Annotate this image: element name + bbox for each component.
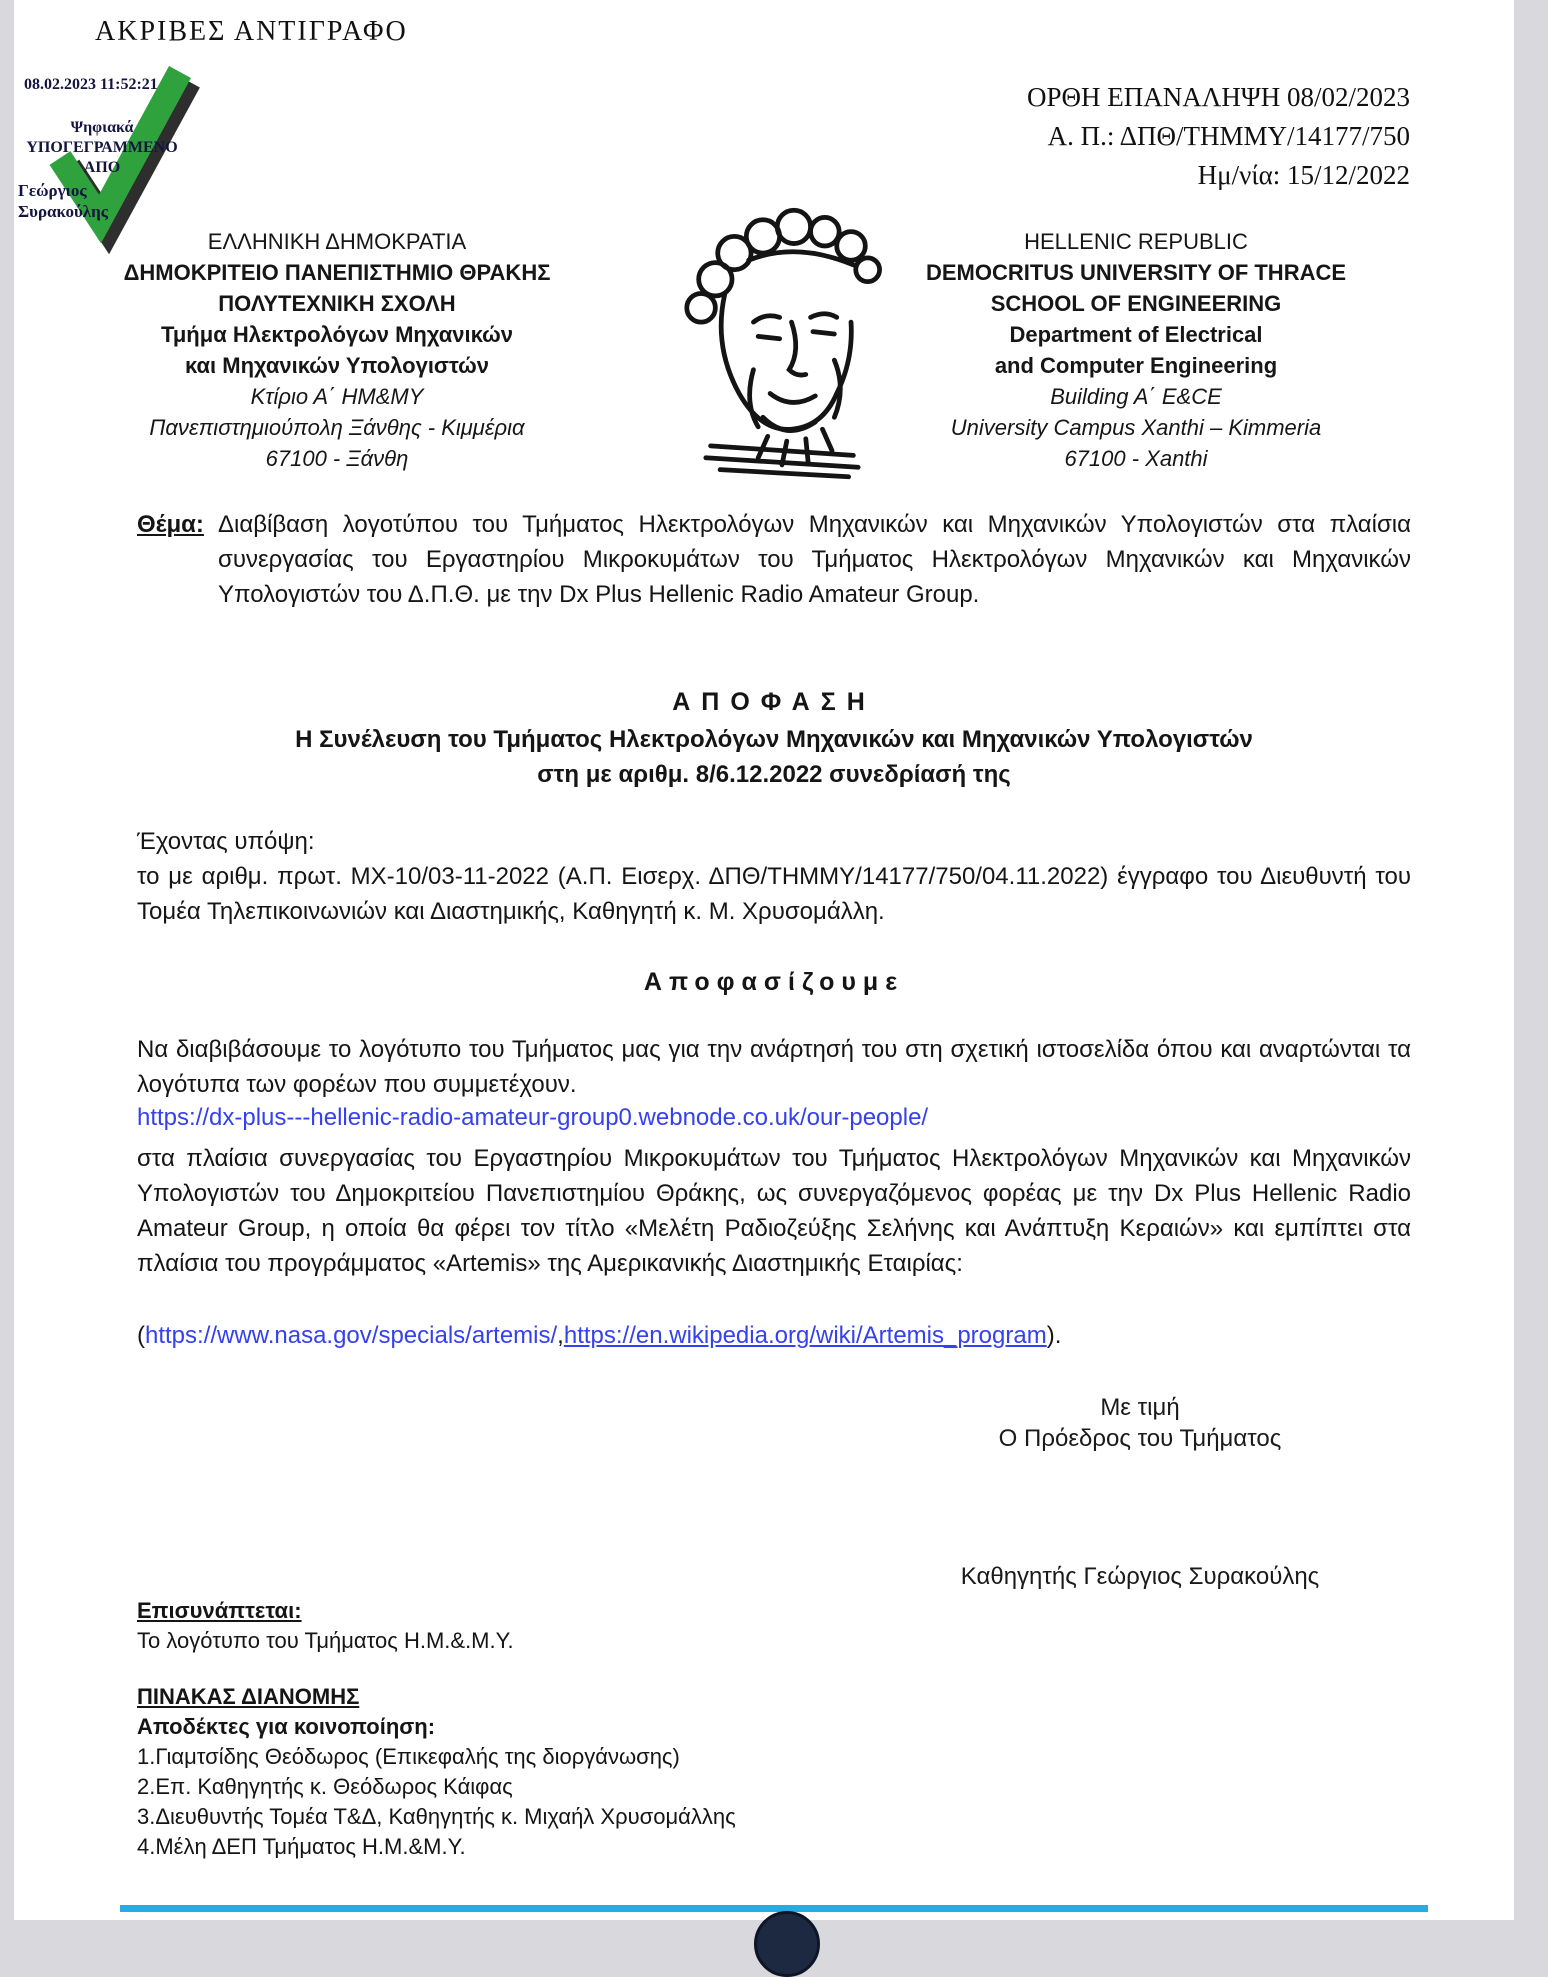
distribution-subtitle: Αποδέκτες για κοινοποίηση: xyxy=(137,1714,436,1739)
letterhead-line: SCHOOL OF ENGINEERING xyxy=(990,291,1282,316)
close-paren: ). xyxy=(1046,1322,1062,1349)
certified-copy-title: ΑΚΡΙΒΕΣ ΑΝΤΙΓΡΑΦΟ xyxy=(95,16,408,47)
letterhead-line: and Computer Engineering xyxy=(994,353,1278,378)
letterhead-greek xyxy=(108,226,566,474)
signer-role: Ο Πρόεδρος του Τμήματος xyxy=(998,1425,1282,1452)
dx-plus-webnode-link[interactable]: https://dx-plus---hellenic-radio-amateur-group0.webnode.co.uk/our-people/ xyxy=(137,1104,929,1131)
subject-label: Θέμα: xyxy=(137,511,204,538)
letterhead-line: ΔΗΜΟΚΡΙΤΕΙΟ ΠΑΝΕΠΙΣΤΗΜΙΟ ΘΡΑΚΗΣ xyxy=(123,260,551,285)
next-page-divider-bar xyxy=(120,1905,1428,1912)
letterhead-line: University Campus Xanthi – Kimmeria xyxy=(950,415,1322,440)
decision-paragraph-2: στα πλαίσια συνεργασίας του Εργαστηρίου Μικροκυμάτων του Τμήματος Ηλεκτρολόγων Μηχανικών και Μηχανικών Υπολογιστών του Δημοκριτείου Πανεπιστημίου Θράκης, ως συνεργαζόμενος φορέας με την Dx Plus Hellenic Radio Amateur Group, η οποία θα φέρει τον τίτλο «Μελέτη Ραδιοζεύξης Σελήνης και Ανάπτυξη Κεραιών» και εμπίπτει στα πλαίσια του προγράμματος «Artemis» της Αμερικανικής Διαστημικής Εταιρίας: xyxy=(137,1145,1411,1277)
decision-title: ΑΠΟΦΑΣΗ xyxy=(672,688,876,716)
decision-subtitle-line2: στη με αριθμ. 8/6.12.2022 συνεδρίασή της xyxy=(537,761,1011,788)
letterhead-english xyxy=(905,226,1367,474)
protocol-number-line: Α. Π.: ΔΠΘ/ΤΗΜΜΥ/14177/750 xyxy=(1047,121,1410,151)
nasa-artemis-link[interactable]: https://www.nasa.gov/specials/artemis/ xyxy=(145,1322,558,1349)
reference-block xyxy=(1027,78,1410,195)
letterhead-line: Πανεπιστημιούπολη Ξάνθης - Κιμμέρια xyxy=(149,415,525,440)
letterhead-line: DEMOCRITUS UNIVERSITY OF THRACE xyxy=(925,260,1347,285)
distribution-item: 1.Γιαμτσίδης Θεόδωρος (Επικεφαλής της διοργάνωσης) xyxy=(137,1744,680,1769)
letterhead-line: ΕΛΛΗΝΙΚΗ ΔΗΜΟΚΡΑΤΙΑ xyxy=(207,229,467,254)
distribution-item: 4.Μέλη ΔΕΠ Τμήματος Η.Μ.&Μ.Υ. xyxy=(137,1834,466,1859)
distribution-list xyxy=(137,1682,736,1862)
distribution-item: 3.Διευθυντής Τομέα Τ&Δ, Καθηγητής κ. Μιχαήλ Χρυσομάλλης xyxy=(137,1804,736,1829)
signer-name: Καθηγητής Γεώργιος Συρακούλης xyxy=(960,1563,1320,1590)
considering-intro: Έχοντας υπόψη: xyxy=(137,828,315,855)
correct-repetition-line: ΟΡΘΗ ΕΠΑΝΑΛΗΨΗ 08/02/2023 xyxy=(1027,82,1410,112)
link-separator: , xyxy=(557,1322,564,1349)
letterhead-line: Τμήμα Ηλεκτρολόγων Μηχανικών xyxy=(161,322,513,347)
document-date-line: Ημ/νία: 15/12/2022 xyxy=(1197,160,1410,190)
stamp-datetime: 08.02.2023 11:52:21 xyxy=(24,76,158,93)
we-decide-heading: Αποφασίζουμε xyxy=(643,968,905,996)
attachment-block xyxy=(137,1596,514,1656)
subject-text: Διαβίβαση λογοτύπου του Τμήματος Ηλεκτρολόγων Μηχανικών και Μηχανικών Υπολογιστών στα πλαίσια συνεργασίας του Εργαστηρίου Μικροκυμάτων του Τμήματος Ηλεκτρολόγων Μηχανικών και Μηχανικών Υπολογιστών του Δ.Π.Θ. με την Dx Plus Hellenic Radio Amateur Group. xyxy=(218,511,1411,608)
letterhead-line: Building A΄ E&CE xyxy=(1050,384,1222,409)
attachment-label: Επισυνάπτεται: xyxy=(137,1598,302,1623)
considering-text: το με αριθμ. πρωτ. ΜΧ-10/03-11-2022 (Α.Π. Εισερχ. ΔΠΘ/ΤΗΜΜΥ/14177/750/04.11.2022) έγγραφο του Διευθυντή του Τομέα Τηλεπικοινωνιών και Διαστημικής, Καθηγητή κ. Μ. Χρυσομάλλη. xyxy=(137,863,1411,925)
dx-plus-link-line xyxy=(137,1100,1411,1135)
decision-subtitle-line1: Η Συνέλευση του Τμήματος Ηλεκτρολόγων Μηχανικών και Μηχανικών Υπολογιστών xyxy=(295,726,1253,753)
stamp-signer-name: Γεώργιος Συρακούλης xyxy=(18,181,108,221)
distribution-title: ΠΙΝΑΚΑΣ ΔΙΑΝΟΜΗΣ xyxy=(137,1684,360,1709)
signature-closing-block xyxy=(890,1392,1390,1454)
letterhead-line: Department of Electrical xyxy=(1009,322,1263,347)
letterhead-line: και Μηχανικών Υπολογιστών xyxy=(184,353,490,378)
artemis-links-line xyxy=(137,1318,1411,1353)
letterhead-line: 67100 - Xanthi xyxy=(1064,446,1208,471)
letterhead-line: HELLENIC REPUBLIC xyxy=(1024,229,1248,254)
letterhead-line: Κτίριο Α΄ ΗΜ&ΜΥ xyxy=(250,384,424,409)
letterhead-line: 67100 - Ξάνθη xyxy=(265,446,409,471)
considering-block xyxy=(137,824,1411,929)
distribution-item: 2.Επ. Καθηγητής κ. Θεόδωρος Κάιφας xyxy=(137,1774,513,1799)
letterhead-line: ΠΟΛΥΤΕΧΝΙΚΗ ΣΧΟΛΗ xyxy=(218,291,456,316)
decision-paragraph-1: Να διαβιβάσουμε το λογότυπο του Τμήματος μας για την ανάρτησή του στη σχετική ιστοσελίδα όπου και αναρτώνται τα λογότυπα των φορέων που συμμετέχουν. xyxy=(137,1036,1411,1098)
attachment-text: Το λογότυπο του Τμήματος Η.Μ.&.Μ.Υ. xyxy=(137,1628,514,1653)
closing-phrase: Με τιμή xyxy=(1100,1394,1180,1421)
democritus-portrait-image xyxy=(663,188,901,480)
stamp-digitally-signed-text: Ψηφιακά ΥΠΟΓΕΓΡΑΜΜΕΝΟ ΑΠΟ xyxy=(26,119,178,176)
next-page-emblem-icon xyxy=(754,1911,820,1977)
open-paren: ( xyxy=(137,1322,145,1349)
wikipedia-artemis-link[interactable]: https://en.wikipedia.org/wiki/Artemis_program xyxy=(563,1322,1047,1349)
subject-block xyxy=(137,507,1411,612)
